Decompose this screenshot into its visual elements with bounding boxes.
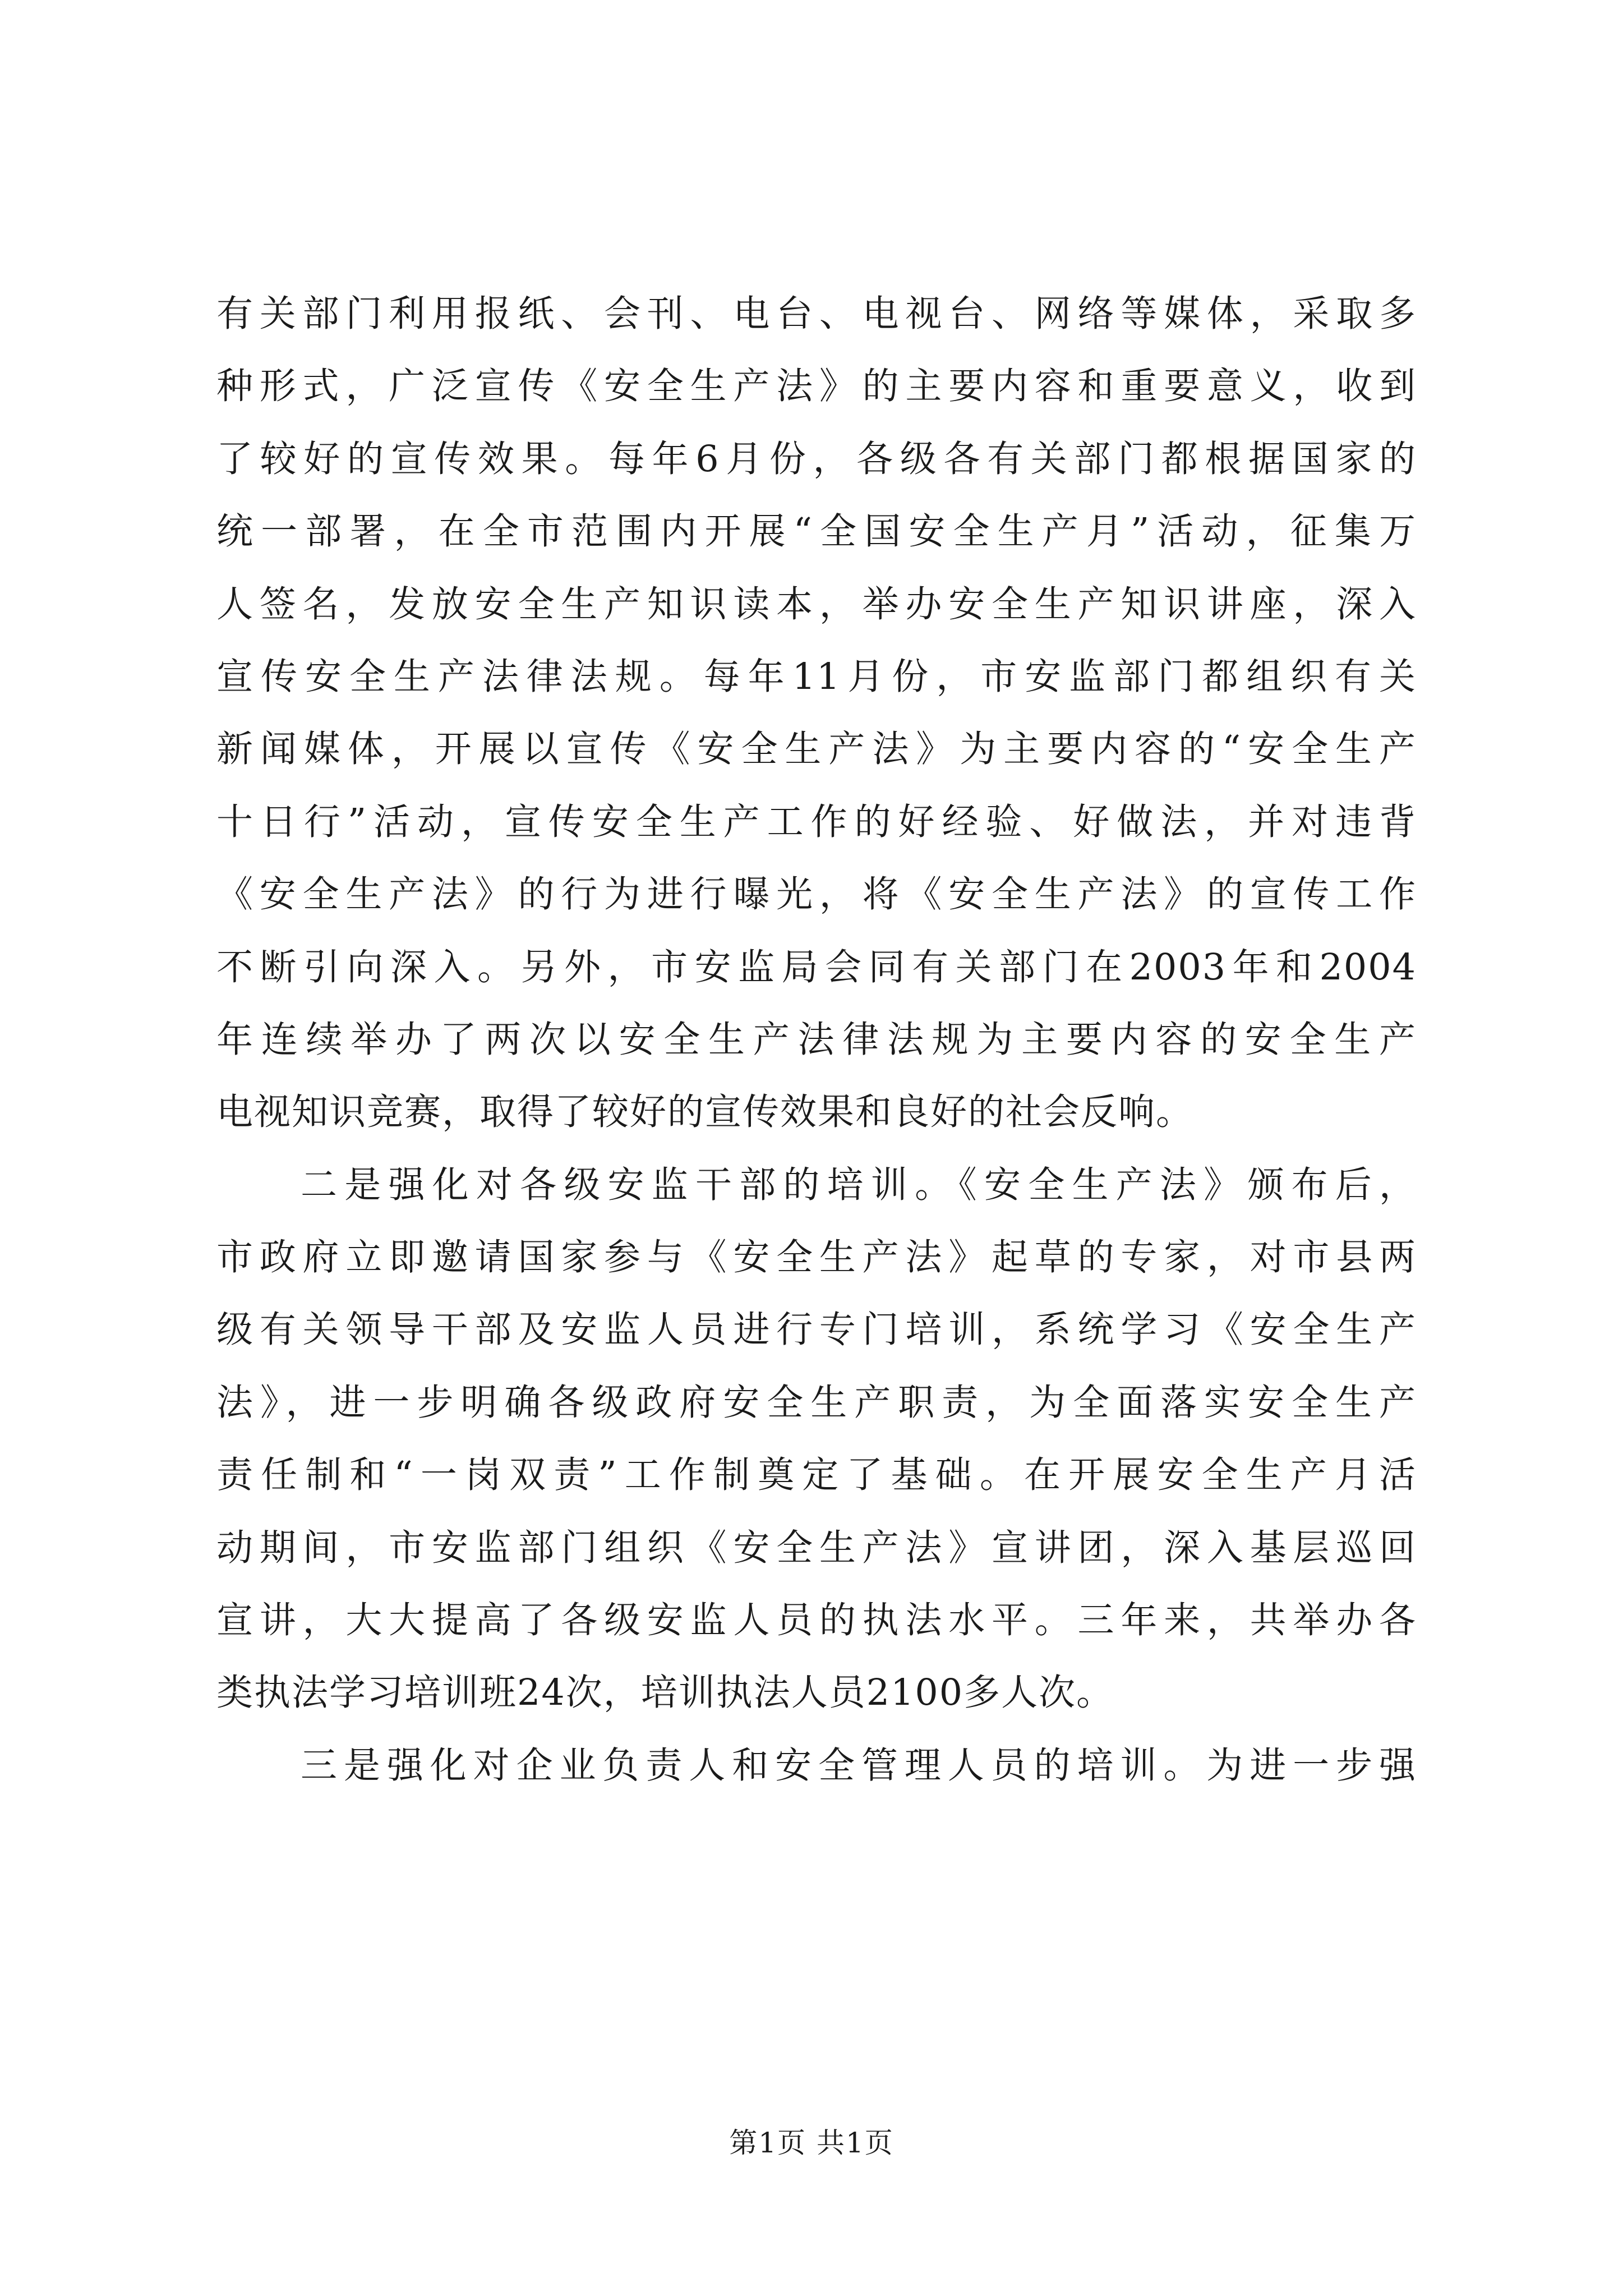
text-line: 类执法学习培训班24次，培训执法人员2100多人次。: [216, 1672, 1114, 1714]
text-line: 责任制和“一岗双责”工作制奠定了基础。在开展安全生产月活: [216, 1454, 1417, 1497]
paragraph-1: [216, 278, 1417, 1149]
document-body: [216, 278, 1417, 1802]
text-line: 《安全生产法》的行为进行曝光，将《安全生产法》的宣传工作: [216, 873, 1417, 916]
text-line: 动期间，市安监部门组织《安全生产法》宣讲团，深入基层巡回: [216, 1526, 1417, 1569]
text-line: 法》，进一步明确各级政府安全生产职责，为全面落实安全生产: [216, 1381, 1417, 1424]
text-line: 宣讲，大大提高了各级安监人员的执法水平。三年来，共举办各: [216, 1599, 1417, 1642]
paragraph-2: [216, 1149, 1417, 1729]
text-line: 人签名，发放安全生产知识读本，举办安全生产知识讲座，深入: [216, 583, 1417, 625]
text-line: 有关部门利用报纸、会刊、电台、电视台、网络等媒体，采取多: [216, 293, 1417, 335]
text-line: 种形式，广泛宣传《安全生产法》的主要内容和重要意义，收到: [216, 365, 1417, 408]
text-line: 十日行”活动，宣传安全生产工作的好经验、好做法，并对违背: [216, 800, 1417, 843]
text-line: 不断引向深入。另外，市安监局会同有关部门在2003年和2004: [216, 946, 1417, 988]
text-line: 级有关领导干部及安监人员进行专门培训，系统学习《安全生产: [216, 1309, 1417, 1351]
text-line: 市政府立即邀请国家参与《安全生产法》起草的专家，对市县两: [216, 1236, 1417, 1279]
text-line: 三是强化对企业负责人和安全管理人员的培训。为进一步强: [301, 1744, 1417, 1787]
page-footer: 第1页 共1页: [729, 2127, 894, 2159]
text-line: 二是强化对各级安监干部的培训。《安全生产法》颁布后，: [301, 1163, 1417, 1206]
text-line: 了较好的宣传效果。每年6月份，各级各有关部门都根据国家的: [216, 438, 1417, 480]
text-line: 年连续举办了两次以安全生产法律法规为主要内容的安全生产: [216, 1018, 1417, 1061]
text-line: 新闻媒体，开展以宣传《安全生产法》为主要内容的“安全生产: [216, 728, 1417, 771]
paragraph-3: [216, 1729, 1417, 1802]
text-line: 统一部署，在全市范围内开展“全国安全生产月”活动，征集万: [216, 510, 1417, 553]
text-line: 宣传安全生产法律法规。每年11月份，市安监部门都组织有关: [216, 655, 1417, 698]
text-line: 电视知识竞赛，取得了较好的宣传效果和良好的社会反响。: [216, 1091, 1194, 1134]
